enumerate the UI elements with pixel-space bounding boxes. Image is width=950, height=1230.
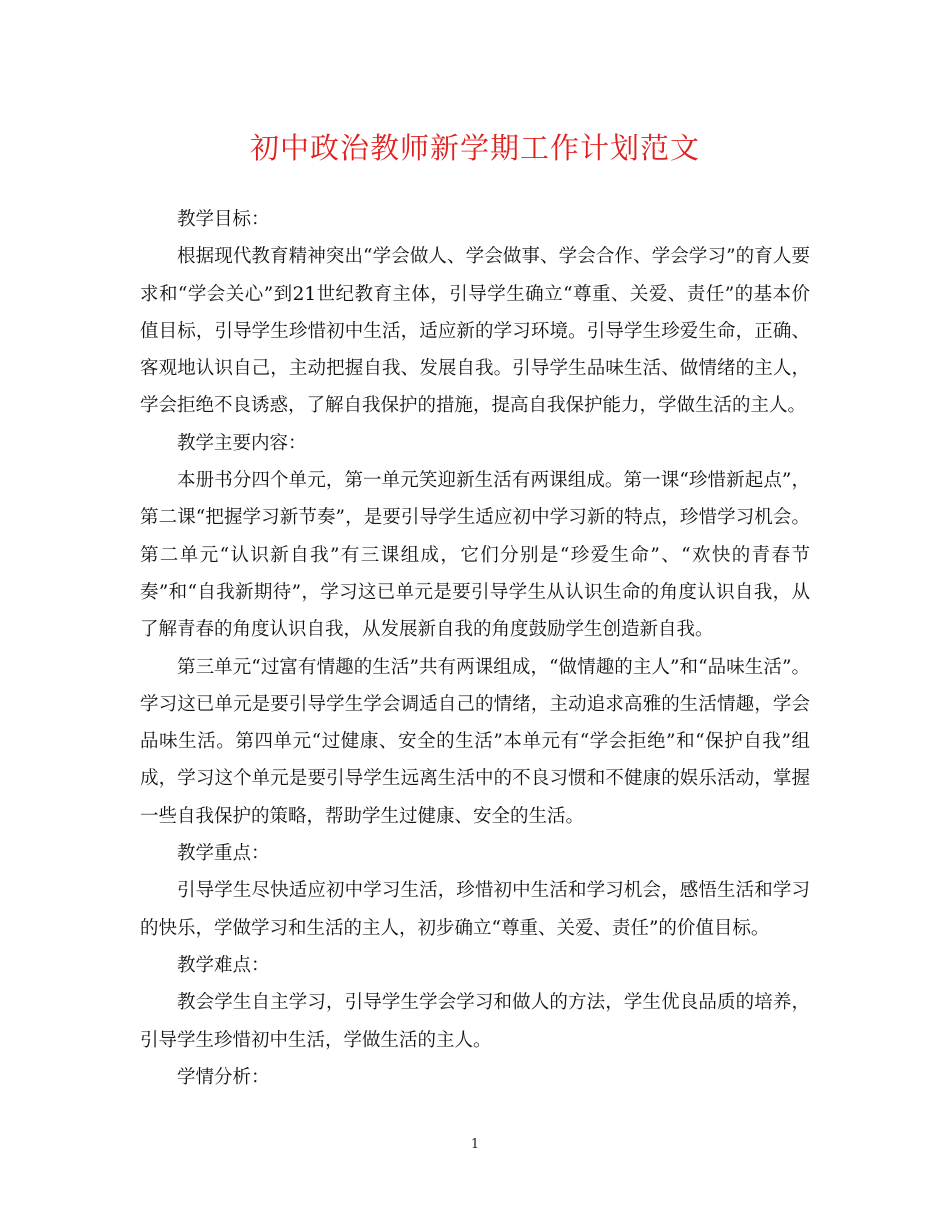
section-heading-difficulties: 教学难点：	[177, 954, 270, 976]
paragraph-main-content-2: 第三单元“过富有情趣的生活”共有两课组成，“做情趣的主人”和“品味生活”。学习这已单元是要引导学生学会调适自己的情绪，主动追求高雅的生活情趣，学会品味生活。第四单元“过健康、安全的生活”本单元有“学会拒绝”和“保护自我”组成，学习这个单元是要引导学生远离生活中的不良习惯和不健康的娱乐活动，掌握一些自我保护的策略，帮助学生过健康、安全的生活。	[140, 656, 810, 827]
page-number: 1	[470, 1137, 480, 1152]
paragraph-key-points: 引导学生尽快适应初中学习生活，珍惜初中生活和学习机会，感悟生活和学习的快乐，学做学习和生活的主人，初步确立“尊重、关爱、责任”的价值目标。	[140, 880, 810, 939]
section-heading-key-points: 教学重点：	[177, 843, 270, 865]
section-heading-main-content: 教学主要内容：	[177, 432, 307, 454]
section-heading-student-analysis: 学情分析：	[177, 1066, 270, 1088]
paragraph-teaching-goals: 根据现代教育精神突出“学会做人、学会做事、学会合作、学会学习”的育人要求和“学会关心”到21世纪教育主体，引导学生确立“尊重、关爱、责任”的基本价值目标，引导学生珍惜初中生活，适应新的学习环境。引导学生珍爱生命，正确、客观地认识自己，主动把握自我、发展自我。引导学生品味生活、做情绪的主人，学会拒绝不良诱惑，了解自我保护的措施，提高自我保护能力，学做生活的主人。	[140, 246, 810, 417]
document-body	[140, 201, 810, 1096]
document-title: 初中政治教师新学期工作计划范文	[249, 131, 700, 165]
section-heading-teaching-goals: 教学目标：	[177, 209, 270, 230]
paragraph-main-content-1: 本册书分四个单元，第一单元笑迎新生活有两课组成。第一课“珍惜新起点”，第二课“把握学习新节奏”，是要引导学生适应初中学习新的特点，珍惜学习机会。第二单元“认识新自我”有三课组成，它们分别是“珍爱生命”、“欢快的青春节奏”和“自我新期待”，学习这已单元是要引导学生从认识生命的角度认识自我，从了解青春的角度认识自我，从发展新自我的角度鼓励学生创造新自我。	[140, 470, 810, 641]
paragraph-difficulties: 教会学生自主学习，引导学生学会学习和做人的方法，学生优良品质的培养，引导学生珍惜初中生活，学做生活的主人。	[140, 992, 810, 1051]
